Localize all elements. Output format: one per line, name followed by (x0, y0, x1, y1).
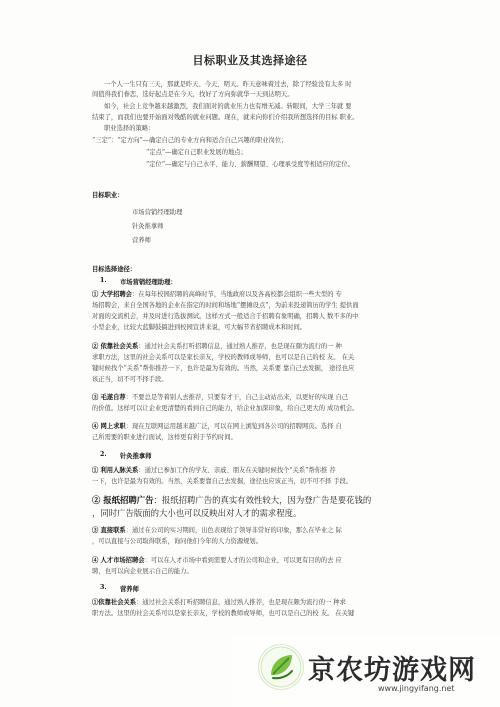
s3-item-1-text: ：通过社会关系打听招聘信息，通过熟人推荐，也是现在颇为流行的一 种求 (136, 599, 346, 606)
s1-item-2-line-4: 该正当，切不可不择手段。 (92, 376, 168, 383)
target-career-item: 营养师 (132, 237, 151, 244)
intro-paragraph-2-line-1: 如今，社会上竞争越来越激烈，我们面对的就业压力也有增无减。转眼间，大学三年就 要 (104, 103, 352, 110)
strategy-line-3: “定位”—确定与自己水平、能力、薪酬期望、心理承受度等相适应的定位。 (146, 161, 354, 168)
s1-item-2-line-3: 键时候找个“关系”帮你推荐一下，也许是最为有效的。当然，关系要 靠自己去发掘， 途径也应 (92, 365, 355, 372)
s2-item-3-line-1 (92, 526, 342, 536)
s3-item-1-line-2: 职方法。这里的社会关系可以是家长亲友，学校的教师或导师，也可以是自己的校 友。 在关键 (92, 610, 355, 617)
s3-item-1-lead: ①依靠社会关系 (92, 599, 137, 606)
s2-item-4-lead: ④ 人才市场招聘会 (92, 557, 145, 564)
s2-item-4-text: ：可以在人才市场中看到需要人才的公司和企业，可以更有目的的去 应 (144, 557, 342, 564)
s2-item-1-line-2: 一下，也许是最为有效的。当然，关系要靠自己去发掘，途径也应该正当，切不可不择 手段。 (92, 478, 353, 485)
target-careers-heading: 目标职业： (92, 192, 124, 199)
s2-item-3-text: ：通过在公司的实习期间，出色表现给了领导非常好的印象，那么在毕业之 际 (125, 527, 342, 534)
s1-item-4-lead: ④ 网上求职 (92, 423, 126, 430)
s1-item-1-line-3: 对面的交流机会，并及时进行选拔测试。这样方式一般适合于招聘有象明确，招聘人 数不多的中 (92, 313, 359, 320)
s1-item-2-text: ：通过社会关系打听招聘信息，通过熟人推荐，也是现在颇为流行的一 种 (138, 343, 342, 350)
strategy-label: 职业选择的策略： (104, 125, 155, 132)
s1-item-1-text: ：在每年校园招聘的高峰时节，当地政府以及各高校都会组织一些大型的 专 (131, 291, 342, 298)
s2-item-3-lead: ③ 直接联系 (92, 527, 126, 534)
s1-item-3-line-1 (92, 393, 348, 403)
section-1-number: 1. (100, 277, 107, 284)
s1-item-2-lead: ② 依靠社会关系 (92, 343, 139, 350)
section-3-number: 3. (100, 584, 107, 591)
s2-item-3-line-2: ，可以直接与公司取得联系，询问他们今年的人力资源规划。 (92, 538, 263, 545)
section-2-label: 针灸推拿师 (120, 453, 152, 460)
s1-item-1-lead: ① 大学招聘会 (92, 291, 132, 298)
s1-item-1-line-4: 小型企业，比较大蓝脚鼓搞进到校园宣讲来说，可大幅节省招聘成本和时间。 (92, 324, 307, 331)
s1-item-1-line-1 (92, 290, 342, 300)
s1-item-2-line-1 (92, 342, 342, 352)
paths-heading: 目标选择途径： (92, 266, 137, 273)
s2-item-2-line-2: ，同时广告版面的大小也可以反映出对人才的需求程度。 (92, 508, 302, 518)
intro-paragraph-1-line-1: 一个人一生只有三天，那就是昨天、今天、明天。昨天意味着过去，除了经验没有太多 时 (104, 81, 352, 88)
target-career-item: 市场营销经理助理 (132, 209, 183, 216)
s2-item-4-line-2: 聘，也可以向企业展示自己的能力。 (92, 568, 193, 575)
s1-item-3-text: ：不要总是等着别人去推荐，只要有才干，自己主动站出来，以更好的实现 自己 (125, 394, 349, 401)
strategy-line-1: “三定”：“定方向”—确定自己的专业方向和适合自己兴趣的职业岗位； (92, 137, 288, 144)
target-career-item: 针灸推拿师 (132, 223, 164, 230)
s2-item-2-text: ：报纸招聘广告的真实有效性较大，因为登广告是要花钱的 (153, 495, 372, 505)
watermark-url: www.jingyifang.net (378, 684, 455, 693)
intro-paragraph-2-line-2: 结束了，而我们也要开始面对残酷的就业问题。现在，就来向你们介绍我所想选择的目标 职业。 (92, 114, 359, 121)
strategy-line-2: “定点”—确定自己职业发展的地点； (146, 149, 247, 156)
s2-item-1-lead: ① 利用人脉关系 (92, 467, 139, 474)
section-1-label: 市场营销经理助理： (120, 279, 177, 286)
section-2-number: 2. (100, 451, 107, 458)
s1-item-4-line-1 (92, 422, 342, 432)
intro-paragraph-1-line-2: 间值得我们眷恋，选好起点是在今天，找好了方向弥就华一天到达明天。 (92, 91, 294, 98)
s1-item-2-line-2: 求职方法，这里的社会关系可以是家长亲友，学校的教师或导师，也可以是自己的校 友。 在关 (92, 354, 355, 361)
s3-item-1-line-1 (92, 598, 346, 608)
s1-item-3-lead: ③ 毛遂自荐 (92, 394, 126, 401)
s1-item-1-line-2: 场招聘会，来自全国各地的企业在指定的时间和场地“摆摊设点”，为前来投递简历的学生 提供面 (92, 302, 359, 309)
s2-item-2-lead: ② 报纸招聘广告 (92, 495, 154, 505)
s2-item-4-line-1 (92, 556, 342, 566)
s1-item-3-line-2: 的价值。这样可以让企业更清楚的看到自己的能力，给企业加深印象，给自己更大的 成功机会。 (92, 405, 359, 412)
watermark-logo-icon (258, 644, 304, 690)
s1-item-4-line-2: 己所需要的职业进行面试，这样更有利于节约时间。 (92, 434, 237, 441)
s2-item-1-line-1 (92, 466, 336, 476)
leaf-icon (259, 645, 303, 689)
s2-item-2-line-1 (92, 494, 371, 506)
section-3-label: 营养师 (120, 586, 139, 593)
document-title: 目标职业及其选择途径 (192, 54, 308, 67)
watermark-brand: 京农坊游戏网 (308, 655, 476, 686)
s1-item-4-text: ：现在互联网运用越来越广泛，可以在网上浏览到各公司的招聘网页。选择 自 (125, 423, 342, 430)
s2-item-1-text: ：通过已参加工作的学友、亲戚、朋友在关键时候找个“关系”帮你推 荐 (138, 467, 336, 474)
